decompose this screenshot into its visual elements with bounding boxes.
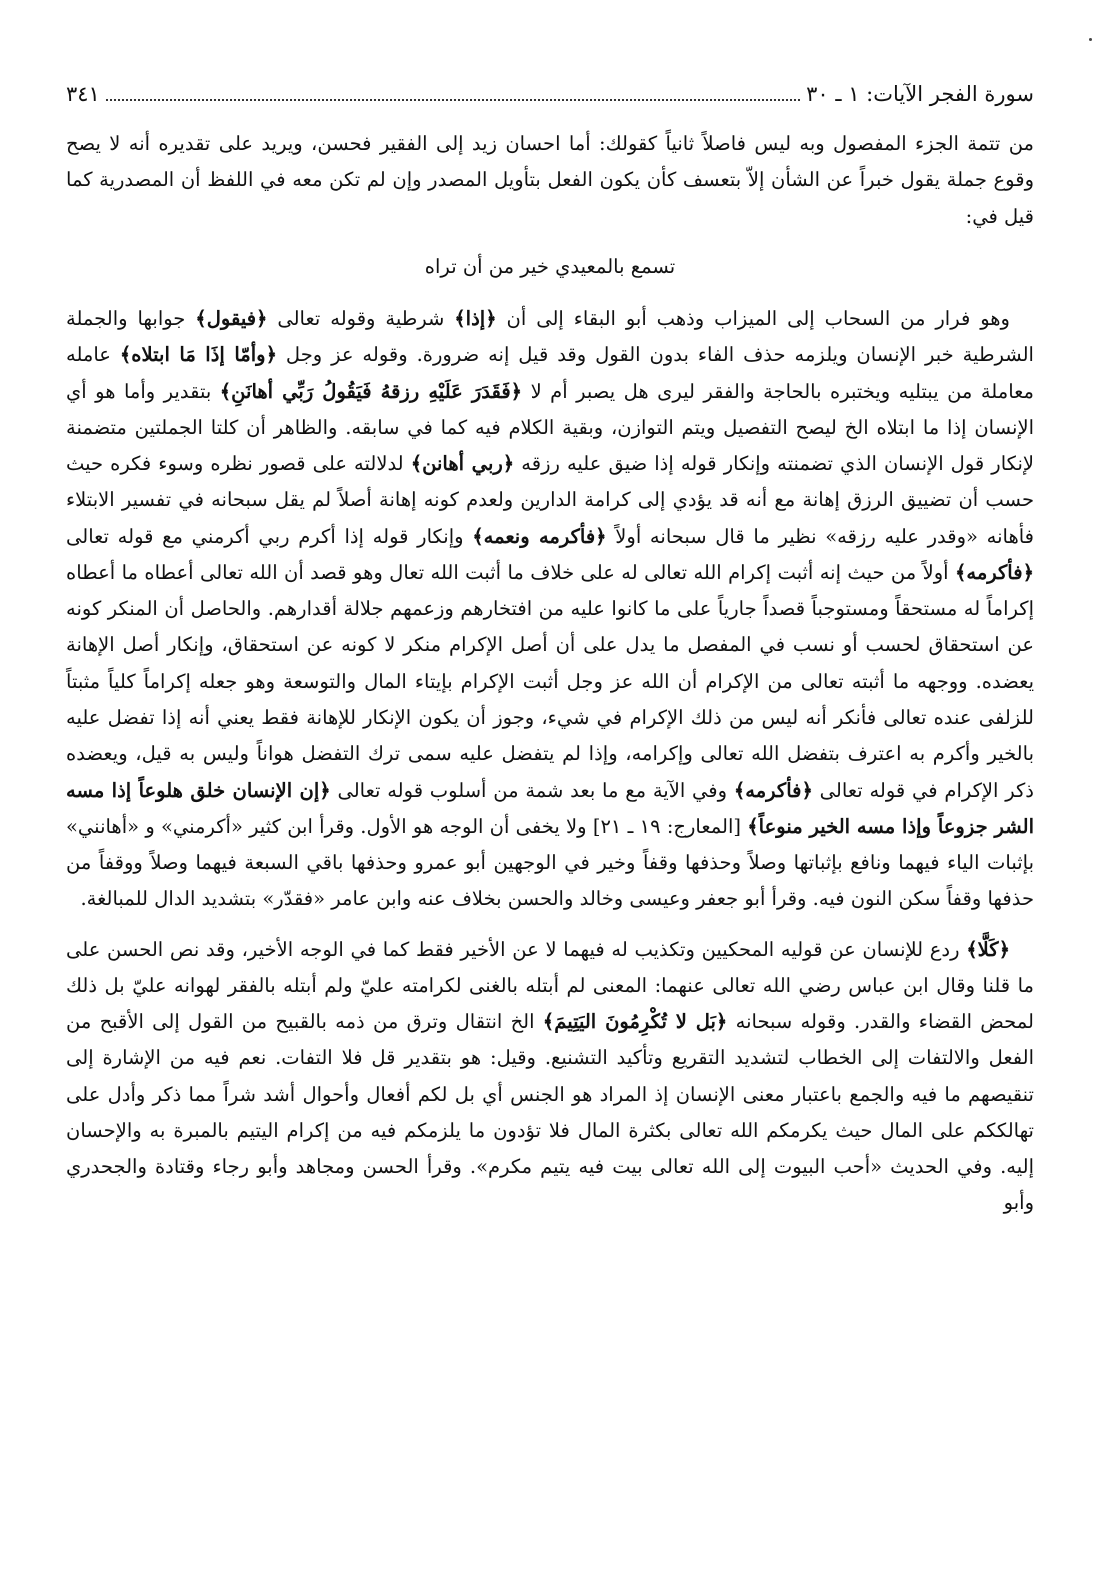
header-leader-dots	[106, 99, 800, 101]
body-paragraph	[66, 932, 1034, 1222]
body-paragraph	[66, 301, 1034, 918]
quran-quote: ﴿كَلَّا﴾	[966, 937, 1010, 961]
quran-quote: ﴿فأكرمه﴾	[733, 778, 813, 802]
quran-quote: ﴿وأمّا إذَا مَا ابتلاه﴾	[119, 343, 277, 367]
quran-quote: ﴿فَقَدَرَ عَلَيْهِ رزقهُ فَيَقُولُ رَبِّي أهانَنِ﴾	[219, 379, 523, 403]
scan-dot	[1089, 38, 1092, 41]
quran-quote: ﴿ربي أهانن﴾	[410, 452, 515, 476]
quran-quote: ﴿إذا﴾	[454, 307, 497, 331]
text-run: شرطية وقوله تعالى	[267, 307, 455, 331]
page-number: ٣٤١	[66, 82, 100, 106]
text-run: لدلالته على قصور نظره وسوء فكره حيث حسب أن تضييق الرزق إهانة مع أنه قد يؤدي إلى كرامة الدارين ولعدم كونه إهانة أصلاً لم يقل سبحانه في تفسير الابتلاء فأهانه «وقدر عليه رزقه» نظير ما قال سبحانه أولاً	[66, 452, 1034, 548]
body-paragraph	[66, 126, 1034, 235]
text-run: تسمع بالمعيدي خير من أن تراه	[424, 254, 676, 278]
quran-quote: ﴿فأكرمه ونعمه﴾	[472, 524, 607, 548]
text-run: من تتمة الجزء المفصول وبه ليس فاصلاً ثانياً كقولك: أما احسان زيد إلى الفقير فحسن، ويريد على تقديره أنه لا يصح وقوع جملة يقول خبراً عن الشأن إلاّ بتعسف كأن يكون الفعل بتأويل المصدر وإن لم تكن معه في اللفظ أن المصدرية كما قيل في:	[66, 132, 1034, 228]
text-run: بتقدير وأما هو أي الإنسان إذا ما ابتلاه الخ ليصح التفصيل ويتم التوازن، وبقية الكلام فيه كما في سابقه. والظاهر أن كلتا الجملتين متضمنة لإنكار قول الإنسان الذي تضمنته وإنكار قوله إذا ضيق عليه رزقه	[66, 379, 1034, 476]
text-run: [المعارج: ١٩ ـ ٢١] ولا يخفى أن الوجه هو الأول. وقرأ ابن كثير «أكرمني» و «أهانني» بإثبات الياء فيهما ونافع بإثباتها وصلاً وحذفها وقفاً وخير في الوجهين أبو عمرو وحذفها باقي السبعة فيهما وصلاً ووقفاً من حذفها وقفاً سكن النون فيه. وقرأ أبو جعفر وعيسى وخالد والحسن بخلاف عنه وابن عامر «فقدّر» بتشديد الدال للمبالغة.	[66, 814, 1034, 911]
text-run: وإنكار قوله إذا أكرم ربي أكرمني مع قوله تعالى	[66, 524, 473, 548]
page-body	[66, 126, 1034, 1222]
quran-quote: ﴿فيقول﴾	[195, 307, 268, 331]
header-title: سورة الفجر الآيات: ١ ـ ٣٠	[806, 82, 1034, 106]
quran-quote: ﴿فأكرمه﴾	[954, 560, 1034, 584]
quran-quote: ﴿إن الإنسان خلق هلوعاً إذا مسه الشر جزوعاً وإذا مسه الخير منوعاً﴾	[66, 778, 1034, 838]
text-run: الخ انتقال وترق من ذمه بالقبيح من القول إلى الأقبح من الفعل والالتفات إلى الخطاب لتشديد التقريع وتأكيد التشنيع. وقيل: هو بتقدير قل فلا التفات. نعم فيه من الإشارة إلى تنقيصهم ما فيه والجمع باعتبار معنى الإنسان إذ المراد هو الجنس أي بل لكم أفعال وأحوال أشد شراً مما ذكر وأدل على تهالككم على المال حيث يكرمكم الله تعالى بكثرة المال فلا تؤدون ما يلزمكم فيه من إكرام اليتيم بالمبرة به والإحسان إليه. وفي الحديث «أحب البيوت إلى الله تعالى بيت فيه يتيم مكرم». وقرأ الحسن ومجاهد وأبو رجاء وقتادة والجحدري وأبو	[66, 1010, 1034, 1215]
running-header	[66, 82, 1034, 107]
text-run: وهو فرار من السحاب إلى الميزاب وذهب أبو البقاء إلى أن	[496, 307, 1010, 331]
text-run: عامله معاملة من يبتليه ويختبره بالحاجة والفقر ليرى هل يصبر أم لا	[66, 343, 1034, 403]
text-run: أولاً من حيث إنه أثبت إكرام الله تعالى له على خلاف ما أثبت الله تعال وهو قصد أن الله تعالى أعطاه ما أعطاه إكراماً له مستحقاً ومستوجباً قصداً جارياً على ما كانوا عليه من افتخارهم وزعمهم جلالة أقدارهم. والحاصل أن المنكر كونه عن استحقاق لحسب أو نسب في المفصل ما يدل على أن أصل الإكرام منكر لا كونه عن استحقاق، وإنكار أصل الإهانة يعضده. ووجهه ما أثبته تعالى من الإكرام أن الله عز وجل أثبت الإكرام بإيتاء المال والتوسعة وهو جعله إكراماً كلياً مثبتاً للزلفى عنده تعالى فأنكر أنه ليس من ذلك الإكرام في شيء، وجوز أن يكون الإنكار للإهانة فقط يعني أنه إذا تفضل عليه بالخير وأكرم به اعترف بتفضل الله تعالى وإكرامه، وإذا لم يتفضل عليه سمى ترك التفضل هواناً وليس به قيل، ويعضده ذكر الإكرام في قوله تعالى	[66, 560, 1034, 802]
text-run: جوابها والجملة الشرطية خبر الإنسان ويلزمه حذف الفاء بدون القول وقد قيل إنه ضرورة. وقوله عز وجل	[66, 307, 1034, 367]
text-run: وفي الآية مع ما بعد شمة من أسلوب قوله تعالى	[330, 778, 734, 802]
verse-line	[66, 249, 1034, 285]
text-run: ردع للإنسان عن قوليه المحكيين وتكذيب له فيهما لا عن الأخير فقط كما في الوجه الأخير، وقد نص الحسن على ما قلنا وقال ابن عباس رضي الله تعالى عنهما: المعنى لم أبتله بالغنى لكرامته عليّ ولم أبتله بالفقر لهوانه عليّ بل ذلك لمحض القضاء والقدر. وقوله سبحانه	[66, 937, 1034, 1034]
quran-quote: ﴿بَل لا تُكْرِمُونَ اليَتِيمَ﴾	[542, 1010, 728, 1034]
